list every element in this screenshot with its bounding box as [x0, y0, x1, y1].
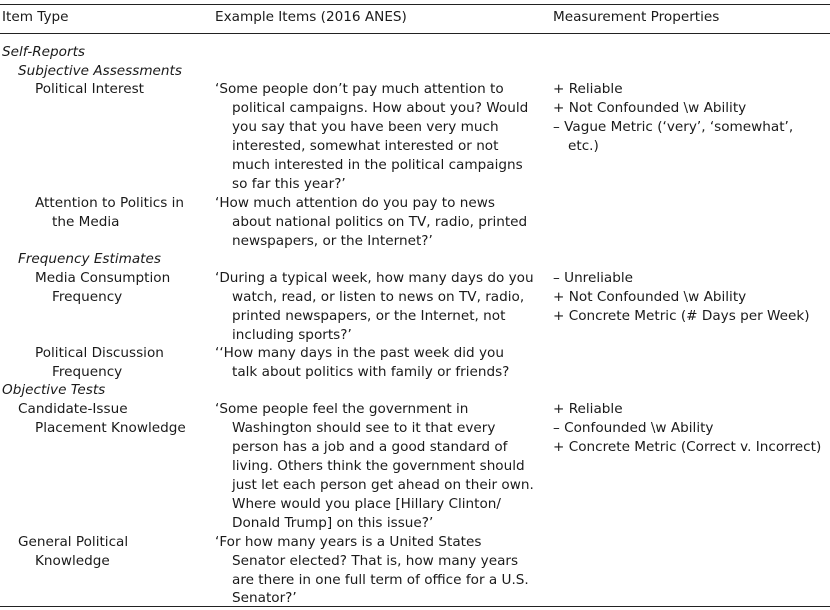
item-line: political campaigns. How about you? Would: [232, 100, 529, 116]
row-type-candidate-issue: Candidate-Issue: [18, 401, 128, 417]
property-line: – Unreliable: [553, 270, 633, 286]
item-line: ‘Some people feel the government in: [215, 401, 469, 417]
item-line: Washington should see to it that every: [232, 420, 496, 436]
item-line: Senator?’: [232, 590, 297, 606]
table-bottom-rule: [0, 606, 830, 607]
item-line: ‘How much attention do you pay to news: [215, 195, 495, 211]
property-line: etc.): [568, 138, 599, 154]
subsection-subjective-assessments: Subjective Assessments: [18, 63, 182, 79]
row-type-media-consumption-cont: Frequency: [52, 289, 123, 305]
item-line: Where would you place [Hillary Clinton/: [232, 496, 502, 512]
row-type-general-knowledge: General Political: [18, 534, 129, 550]
item-line: including sports?’: [232, 327, 352, 343]
property-line: + Concrete Metric (Correct v. Incorrect): [553, 439, 822, 455]
row-type-attention-media: Attention to Politics in: [35, 195, 184, 211]
property-line: + Reliable: [553, 401, 623, 417]
property-line: + Not Confounded \w Ability: [553, 100, 747, 116]
item-line: talk about politics with family or friends?: [232, 364, 510, 380]
header-example-items: Example Items (2016 ANES): [215, 9, 407, 25]
header-measurement-properties: Measurement Properties: [553, 9, 720, 25]
property-line: + Reliable: [553, 81, 623, 97]
item-line: about national politics on TV, radio, printed: [232, 214, 528, 230]
item-line: Donald Trump] on this issue?’: [232, 515, 434, 531]
item-line: living. Others think the government should: [232, 458, 525, 474]
item-line: you say that you have been very much: [232, 119, 499, 135]
item-line: interested, somewhat interested or not: [232, 138, 499, 154]
item-line: so far this year?’: [232, 176, 346, 192]
item-line: printed newspapers, or the Internet, not: [232, 308, 506, 324]
item-line: Senator elected? That is, how many years: [232, 553, 519, 569]
row-type-candidate-issue-cont: Placement Knowledge: [35, 420, 186, 436]
row-type-political-discussion: Political Discussion: [35, 345, 164, 361]
item-line: ‘For how many years is a United States: [215, 534, 482, 550]
subsection-frequency-estimates: Frequency Estimates: [18, 251, 161, 267]
item-line: ‘During a typical week, how many days do you: [215, 270, 534, 286]
property-line: + Not Confounded \w Ability: [553, 289, 747, 305]
row-type-media-consumption: Media Consumption: [35, 270, 171, 286]
section-objective-tests: Objective Tests: [2, 382, 106, 398]
property-line: – Vague Metric (‘very’, ‘somewhat’,: [553, 119, 794, 135]
header-rule: [0, 33, 830, 34]
item-line: much interested in the political campaigns: [232, 157, 523, 173]
row-type-attention-media-cont: the Media: [52, 214, 120, 230]
item-line: just let each person get ahead on their own.: [232, 477, 534, 493]
property-line: – Confounded \w Ability: [553, 420, 714, 436]
row-type-general-knowledge-cont: Knowledge: [35, 553, 110, 569]
property-line: + Concrete Metric (# Days per Week): [553, 308, 810, 324]
item-line: watch, read, or listen to news on TV, radio,: [232, 289, 525, 305]
row-type-political-interest: Political Interest: [35, 81, 144, 97]
section-self-reports: Self-Reports: [2, 44, 85, 60]
item-line: person has a job and a good standard of: [232, 439, 508, 455]
item-line: ‘Some people don’t pay much attention to: [215, 81, 504, 97]
table-top-rule: [0, 4, 830, 5]
item-line: newspapers, or the Internet?’: [232, 233, 433, 249]
item-line: ‘‘How many days in the past week did you: [215, 345, 504, 361]
item-line: are there in one full term of office for a U.S.: [232, 572, 529, 588]
row-type-political-discussion-cont: Frequency: [52, 364, 123, 380]
header-item-type: Item Type: [2, 9, 69, 25]
